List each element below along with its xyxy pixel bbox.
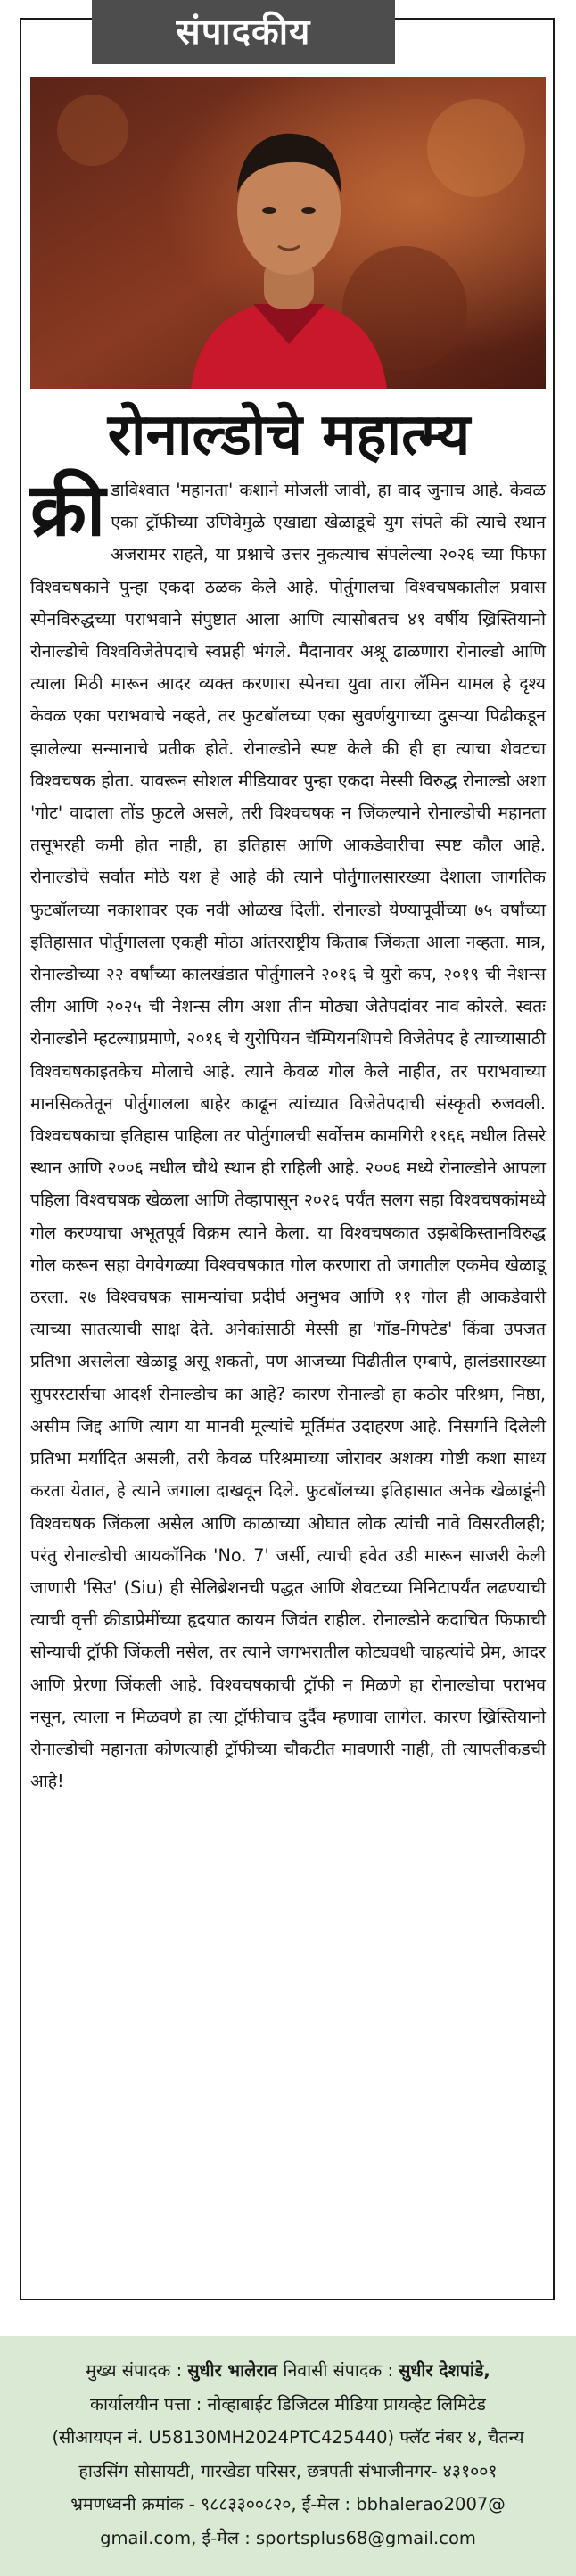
cin-line: (सीआयएन नं. U58130MH2024PTC425440) फ्लॅट नंबर ४, चैतन्य [52,2427,524,2448]
resident-editor-name: सुधीर देशपांडे, [399,2360,490,2381]
email-line: gmail.com, ई-मेल : sportsplus68@gmail.com [100,2527,476,2548]
contact-line: भ्रमणध्वनी क्रमांक - ९८८३३००८२०, ई-मेल : bbhalerao2007@ [70,2494,506,2514]
drop-cap: क्री [30,468,106,553]
article-photo [30,77,546,389]
imprint-footer [36,2354,540,2555]
editor-credits-line [36,2354,540,2388]
chief-editor-label: मुख्य संपादक : [86,2360,183,2381]
article-text: डाविश्वात 'महानता' कशाने मोजली जावी, हा वाद जुनाच आहे. केवळ एका ट्रॉफीच्या उणिवेमुळे एखाद्या खेळाडूचे युग संपते की त्याचे स्थान अजरामर राहते, या प्रश्नाचे उत्तर नुकत्याच संपलेल्या २०२६ च्या फिफा विश्वचषकाने पुन्हा एकदा ठळक केले आहे. पोर्तुगालचा विश्वचषकातील प्रवास स्पेनविरुद्धच्या पराभवाने संपुष्टात आला आणि त्यासोबतच ४१ वर्षीय ख्रिस्तियानो रोनाल्डोचे विश्वविजेतेपदाचे स्वप्नही भंगले. मैदानावर अश्रू ढाळणारा रोनाल्डो आणि त्याला मिठी मारून आदर व्यक्त करणारा स्पेनचा युवा तारा लॅमिन यामल हे दृश्य केवळ एका पराभवाचे नव्हते, तर फुटबॉलच्या एका सुवर्णयुगाच्या दुसऱ्या पिढीकडून झालेल्या सन्मानाचे प्रतीक होते. रोनाल्डोने स्पष्ट केले की ही हा त्याचा शेवटचा विश्वचषक होता. यावरून सोशल मीडियावर पुन्हा एकदा मेस्सी विरुद्ध रोनाल्डो अशा 'गोट' वादाला तोंड फुटले असले, तरी विश्वचषक न जिंकल्याने रोनाल्डोची महानता तसूभरही कमी होत नाही, हा इतिहास आणि आकडेवारीचा स्पष्ट कौल आहे. रोनाल्डोचे सर्वात मोठे यश हे आहे की त्याने पोर्तुगालसारख्या देशाला जागतिक फुटबॉलच्या नकाशावर एक नवी ओळख दिली. रोनाल्डो येण्यापूर्वीच्या ७५ वर्षांच्या इतिहासात पोर्तुगालला एकही मोठा आंतरराष्ट्रीय किताब जिंकता आला नव्हता. मात्र, रोनाल्डोच्या २२ वर्षांच्या कालखंडात पोर्तुगालने २०१६ चे युरो कप, २०१९ ची नेशन्स लीग आणि २०२५ ची नेशन्स लीग अशा तीन मोठ्या जेतेपदांवर नाव कोरले. स्वतः रोनाल्डोने म्हटल्याप्रमाणे, २०१६ चे युरोपियन चॅम्पियनशिपचे विजेतेपद हे त्याच्यासाठी विश्वचषकाइतकेच मोलाचे आहे. त्याने केवळ गोल केले नाहीत, तर पराभवाच्या मानसिकतेतून पोर्तुगालला बाहेर काढून त्यांच्यात विजेतेपदाची संस्कृती रुजवली. विश्वचषकाचा इतिहास पाहिला तर पोर्तुगालची सर्वोत्तम कामगिरी १९६६ मधील तिसरे स्थान आणि २००६ मधील चौथे स्थान ही राहिली आहे. २००६ मध्ये रोनाल्डोने आपला पहिला विश्वचषक खेळला आणि तेव्हापासून २०२६ पर्यंत सलग सहा विश्वचषकांमध्ये गोल करण्याचा अभूतपूर्व विक्रम त्याने केला. या विश्वचषकात उझबेकिस्तानविरुद्ध गोल करून सहा वेगवेगळ्या विश्वचषकात गोल करणारा तो जगातील एकमेव खेळाडू ठरला. २७ विश्वचषक सामन्यांचा प्रदीर्घ अनुभव आणि ११ गोल ही आकडेवारी त्याच्या सातत्याची साक्ष देते. अनेकांसाठी मेस्सी हा 'गॉड-गिफ्टेड' किंवा उपजत प्रतिभा असलेला खेळाडू असू शकतो, पण आजच्या पिढीतील एम्बापे, हालंडसारख्या सुपरस्टार्सचा आदर्श रोनाल्डोच का आहे? कारण रोनाल्डो हा कठोर परिश्रम, निष्ठा, असीम जिद्द आणि त्याग या मानवी मूल्यांचे मूर्तिमंत उदाहरण आहे. निसर्गाने दिलेली प्रतिभा मर्यादित असली, तरी केवळ परिश्रमाच्या जोरावर अशक्य गोष्टी कशा साध्य करता येतात, हे त्याने जगाला दाखवून दिले. फुटबॉलच्या इतिहासात अनेक खेळाडूंनी विश्वचषक जिंकला असेल आणि काळाच्या ओघात लोक त्यांची नावे विसरतीलही; परंतु रोनाल्डोची आयकॉनिक 'No. 7' जर्सी, त्याची हवेत उडी मारून साजरी केली जाणारी 'सिउ' (Siu) ही सेलिब्रेशनची पद्धत आणि शेवटच्या मिनिटापर्यंत लढण्याची त्याची वृत्ती क्रीडाप्रेमींच्या हृदयात कायम जिवंत राहील. रोनाल्डोने कदाचित फिफाची सोन्याची ट्रॉफी जिंकली नसेल, तर त्याने जगभरातील कोट्यवधी चाहत्यांचे प्रेम, आदर आणि प्रेरणा जिंकली आहे. विश्वचषकाची ट्रॉफी न मिळणे हा रोनाल्डोचा पराभव नसून, त्याला न मिळवणे हा त्या ट्रॉफीचाच दुर्दैव म्हणावा लागेल. कारण ख्रिस्तियानो रोनाल्डोची महानता कोणत्याही ट्रॉफीच्या चौकटीत मावणारी नाही, ती त्यापलीकडची आहे! [30,480,546,1792]
section-label: संपादकीय [92,0,395,64]
article-headline: रोनाल्डोचे महात्म्य [107,402,471,468]
chief-editor-name: सुधीर भालेराव [187,2360,278,2381]
article-body [30,468,546,1798]
ronaldo-photo-illustration [30,77,546,389]
address-line: हाउसिंग सोसायटी, गारखेडा परिसर, छत्रपती संभाजीनगर- ४३१००१ [78,2460,498,2481]
resident-editor-label: निवासी संपादक : [283,2360,394,2381]
office-address-line: कार्यालयीन पत्ता : नोव्हाबाईट डिजिटल मीडिया प्रायव्हेट लिमिटेड [90,2393,486,2415]
